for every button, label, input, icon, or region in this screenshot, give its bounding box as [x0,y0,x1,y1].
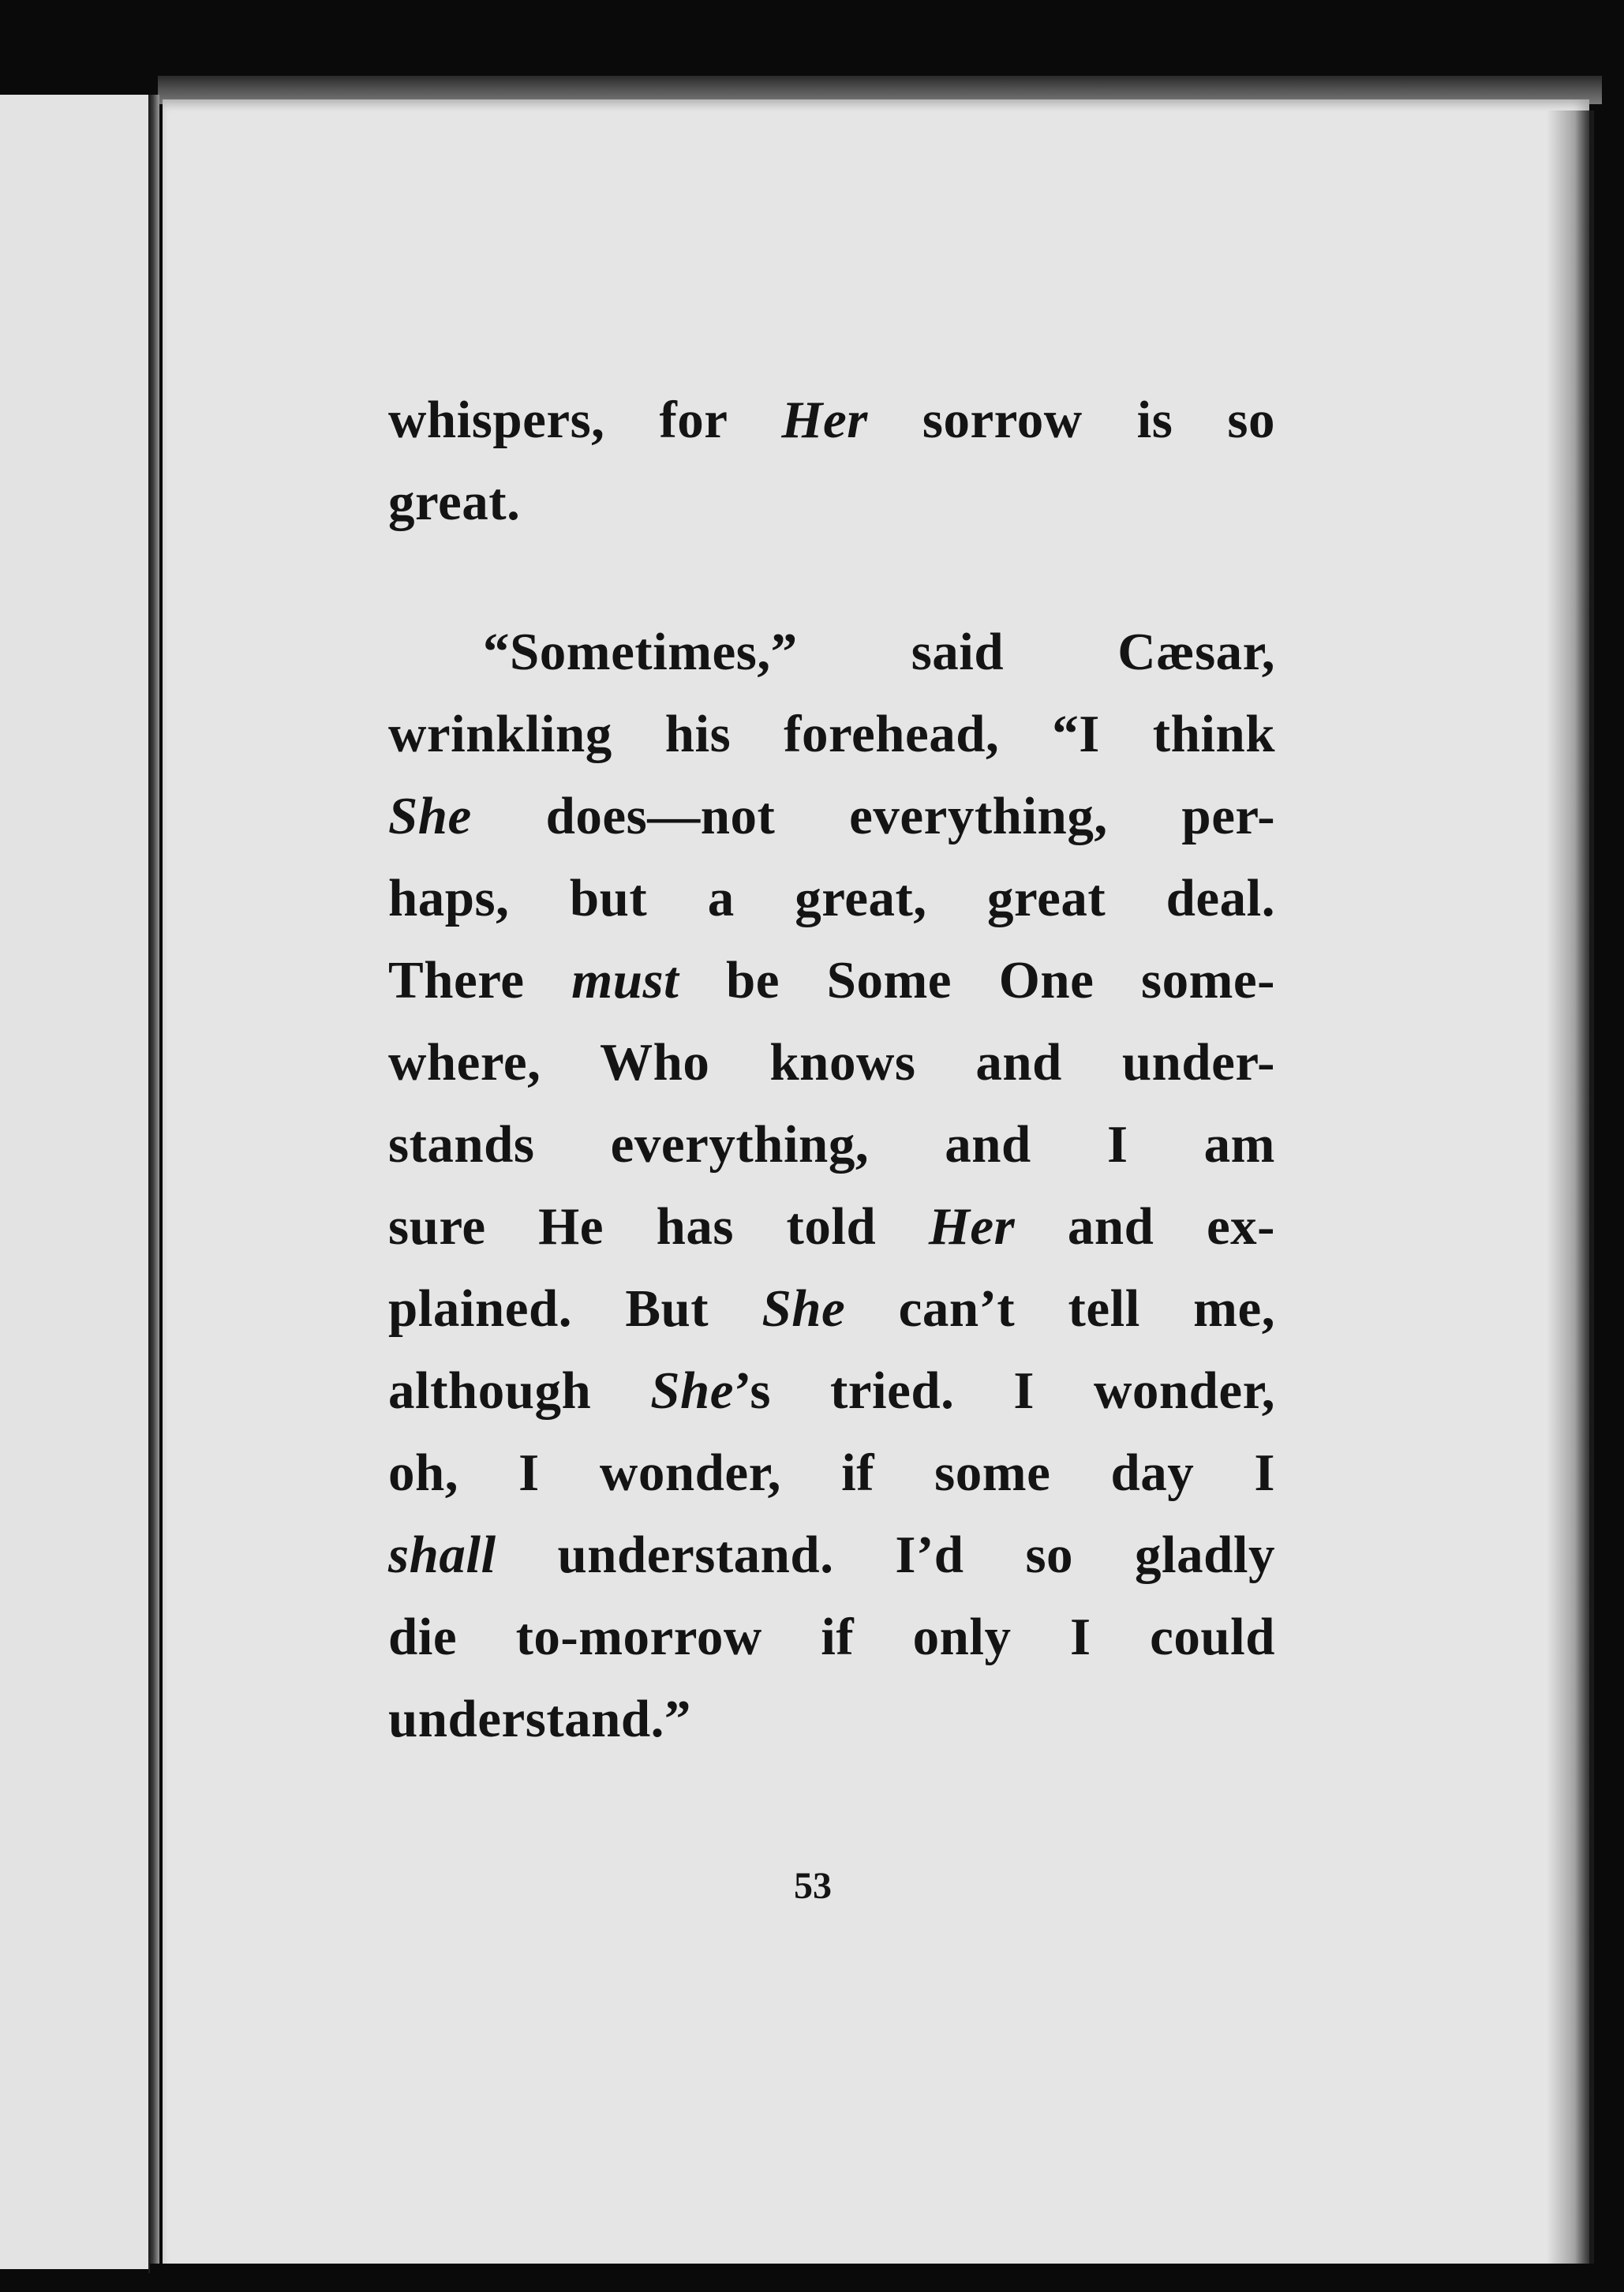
text-line: where, Who knows and under- [388,1033,1275,1092]
book-gutter [148,95,159,2273]
paragraph-gap [388,543,1275,611]
text-line: oh, I wonder, if some day I [388,1444,1275,1502]
text-line: wrinkling his forehead, “I think [388,705,1275,763]
text-line: understand.” [388,1690,691,1748]
text-line: stands everything, and I am [388,1115,1275,1174]
text-line: sure He has told Her and ex- [388,1197,1275,1256]
text-line: although She’s tried. I wonder, [388,1361,1275,1420]
page-number: 53 [794,1865,832,1907]
body-text [388,379,1275,1760]
text-line: great. [388,473,521,531]
text-line: plained. But She can’t tell me, [388,1279,1275,1338]
text-line: die to-morrow if only I could [388,1608,1275,1666]
text-line: There must be Some One some- [388,951,1275,1009]
text-line: She does—not everything, per- [388,787,1275,845]
text-line: haps, but a great, great deal. [388,869,1275,927]
text-line: shall understand. I’d so gladly [388,1526,1275,1584]
text-line: “Sometimes,” said Cæsar, [483,623,1275,681]
text-line: whispers, for Her sorrow is so [388,391,1275,449]
facing-page-edge [0,95,150,2269]
page-right-edge-shadow [1547,110,1594,2273]
page-bottom-edge [150,2264,1602,2292]
